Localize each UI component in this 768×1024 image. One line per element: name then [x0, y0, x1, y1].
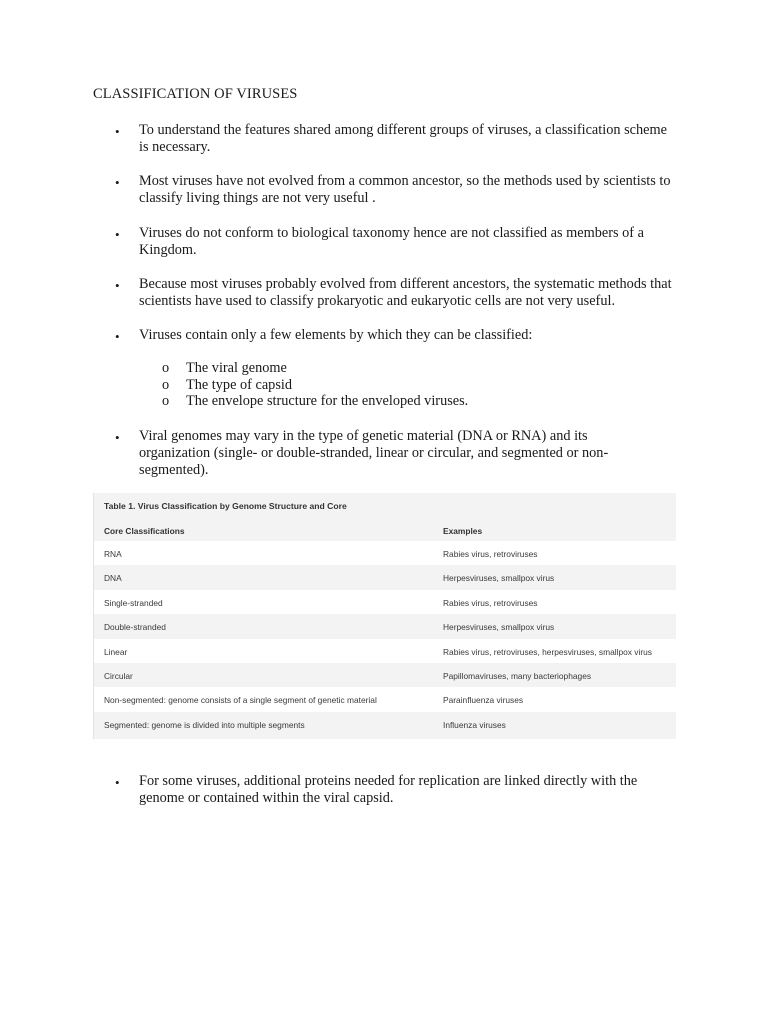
list-item-text: Viral genomes may vary in the type of genetic material (DNA or RNA) and its organization (single- or double-stranded, linear or circular, and segmented or non-segmented). — [139, 428, 609, 478]
table-cell: Rabies virus, retroviruses — [443, 597, 538, 608]
list-item-text: Most viruses have not evolved from a common ancestor, so the methods used by scientists to classify living things are not very useful . — [139, 173, 671, 206]
table-row — [94, 663, 676, 687]
table-row — [94, 590, 676, 614]
table-cell: Parainfluenza viruses — [443, 695, 524, 706]
sub-marker: o — [162, 377, 170, 393]
bullet-marker: • — [115, 227, 120, 242]
table-cell: Herpesviruses, smallpox virus — [443, 573, 555, 584]
table-cell: Single-stranded — [104, 597, 163, 608]
table-cell: Circular — [104, 671, 133, 681]
table-cell: Linear — [104, 646, 128, 657]
sub-marker: o — [162, 393, 170, 409]
table-title: Table 1. Virus Classification by Genome Structure and Core — [104, 501, 347, 511]
column-header: Core Classifications — [104, 526, 185, 536]
table-cell: DNA — [104, 573, 122, 584]
classification-table — [93, 493, 676, 739]
table-cell: Papillomaviruses, many bacteriophages — [443, 671, 592, 681]
page-title: CLASSIFICATION OF VIRUSES — [93, 86, 298, 102]
table-row — [94, 712, 676, 736]
sub-list-item-text: The viral genome — [186, 360, 287, 376]
sub-list-item-text: The envelope structure for the enveloped viruses. — [186, 393, 469, 409]
bullet-marker: • — [115, 430, 120, 445]
table-row — [94, 541, 676, 565]
table-cell: RNA — [104, 549, 122, 559]
table-cell: Herpesviruses, smallpox virus — [443, 622, 555, 633]
bullet-marker: • — [115, 775, 120, 790]
table-header — [94, 519, 676, 541]
bullet-marker: • — [115, 329, 120, 344]
sub-list-item-text: The type of capsid — [186, 377, 292, 393]
table-row — [94, 565, 676, 589]
table-cell: Non-segmented: genome consists of a single segment of genetic material — [104, 695, 377, 706]
list-item-text: Viruses do not conform to biological taxonomy hence are not classified as members of a Kingdom. — [139, 225, 644, 258]
table-cell: Double-stranded — [104, 622, 166, 633]
table-row — [94, 687, 676, 711]
table-row — [94, 639, 676, 663]
table-cell: Rabies virus, retroviruses — [443, 549, 538, 559]
bullet-marker: • — [115, 278, 120, 293]
table-cell: Influenza viruses — [443, 719, 506, 730]
table-cell: Rabies virus, retroviruses, herpesviruses, smallpox virus — [443, 646, 652, 657]
bullet-marker: • — [115, 175, 120, 190]
column-header: Examples — [443, 526, 483, 536]
list-item-text: For some viruses, additional proteins needed for replication are linked directly with the genome or contained within the viral capsid. — [139, 773, 638, 806]
list-item-text: Viruses contain only a few elements by which they can be classified: — [139, 327, 533, 343]
bullet-marker: • — [115, 124, 120, 139]
table-row — [94, 614, 676, 638]
table-cell: Segmented: genome is divided into multiple segments — [104, 719, 305, 730]
list-item-text: Because most viruses probably evolved from different ancestors, the systematic methods that scientists have used to classify prokaryotic and eukaryotic cells are not very useful. — [139, 276, 672, 309]
list-item-text: To understand the features shared among different groups of viruses, a classification scheme is necessary. — [139, 122, 667, 155]
sub-marker: o — [162, 360, 170, 376]
